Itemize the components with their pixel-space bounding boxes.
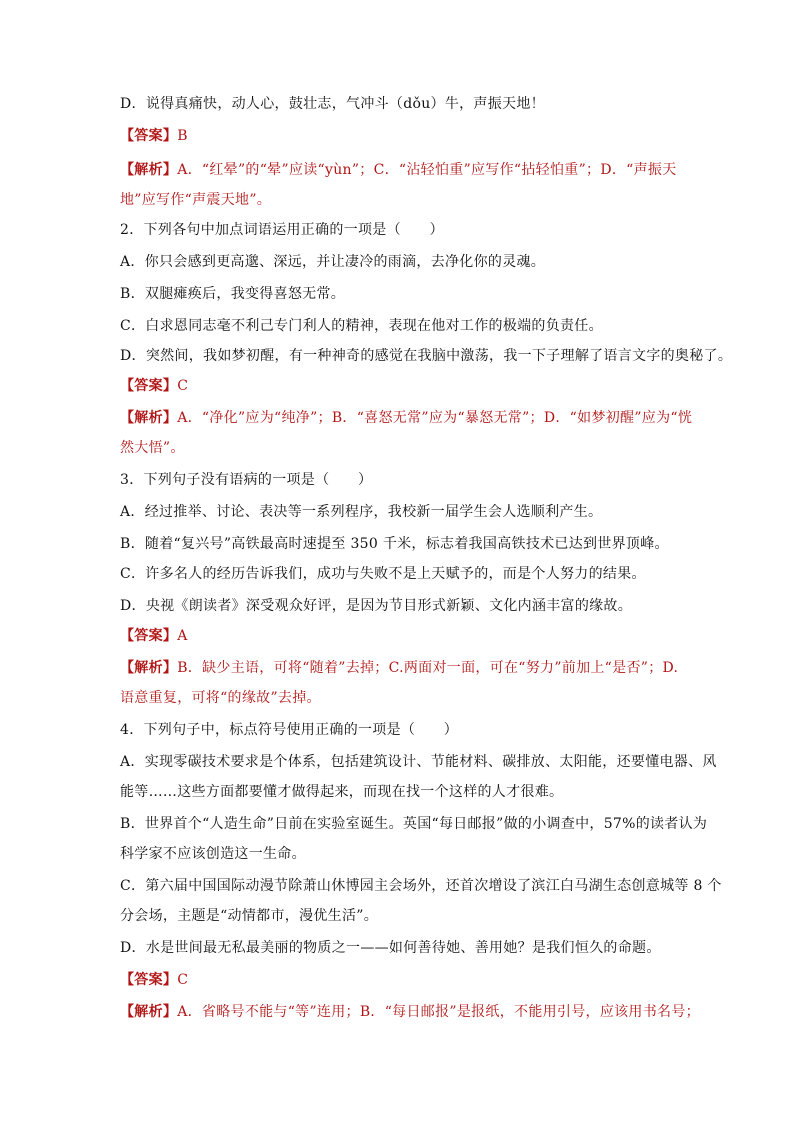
answer-value: A <box>177 628 188 644</box>
question-title <box>120 720 458 740</box>
analysis-text: B．缺少主语，可将“随着”去掉；C.两面对一面，可在“努力”前加上“是否”；D. <box>177 660 679 676</box>
line-text: 分会场，主题是“动情都市，漫优生活”。 <box>120 908 379 924</box>
analysis-continuation <box>120 190 271 210</box>
line-text: D．央视《朗读者》深受观众好评，是因为节目形式新颖、文化内涵丰富的缘故。 <box>120 598 633 614</box>
question-title <box>120 470 372 490</box>
option-line <box>120 94 545 114</box>
answer-tag: 【答案】 <box>120 972 178 988</box>
line-text: B．随着“复兴号”高铁最高时速提至 350 千米，标志着我国高铁技术已达到世界顶峰。 <box>120 536 669 552</box>
line-text: A．你只会感到更高邈、深远，并让凄冷的雨滴，去净化你的灵魂。 <box>120 254 546 270</box>
analysis-continuation <box>120 688 321 708</box>
answer-tag: 【答案】 <box>120 378 178 394</box>
line-text: 然大悟”。 <box>120 440 185 456</box>
line-text: C．许多名人的经历告诉我们，成功与失败不是上天赋予的，而是个人努力的结果。 <box>120 566 646 582</box>
line-text: D．突然间，我如梦初醒，有一种神奇的感觉在我脑中激荡，我一下子理解了语言文字的奥秘了。 <box>120 348 733 364</box>
answer-value: C <box>177 972 189 988</box>
line-text: 语意重复，可将“的缘故”去掉。 <box>120 690 321 706</box>
analysis-tag: 【解析】 <box>120 410 178 426</box>
line-text: B．世界首个“人造生命”日前在实验室诞生。英国“每日邮报”做的小调查中，57%的读者认为 <box>120 816 708 832</box>
line-text: 3．下列句子没有语病的一项是（ ） <box>120 472 373 488</box>
option-line <box>120 502 602 522</box>
line-text: 地”应写作“声震天地”。 <box>120 192 272 208</box>
option-line <box>120 252 545 272</box>
answer-tag: 【答案】 <box>120 128 178 144</box>
option-line <box>120 906 378 926</box>
answer-line <box>120 626 188 646</box>
line-text: A．经过推举、讨论、表决等一系列程序，我校新一届学生会人选顺利产生。 <box>120 504 603 520</box>
line-text: B．双腿瘫痪后，我变得喜怒无常。 <box>120 286 346 302</box>
option-line <box>120 596 632 616</box>
option-line <box>120 938 661 958</box>
line-text: D．说得真痛快，动人心，鼓壮志，气冲斗（dǒu）牛，声振天地！ <box>120 96 545 112</box>
answer-tag: 【答案】 <box>120 628 178 644</box>
analysis-tag: 【解析】 <box>120 1004 178 1020</box>
analysis-continuation <box>120 438 185 458</box>
analysis-text: A．“红晕”的“晕”应读“yùn”；C．“沾轻怕重”应写作“拈轻怕重”；D．“声振天 <box>177 162 677 178</box>
analysis-text: A．“净化”应为“纯净”；B．“喜怒无常”应为“暴怒无常”；D．“如梦初醒”应为“恍 <box>177 410 693 426</box>
analysis-line <box>120 658 678 678</box>
line-text: D．水是世间最无私最美丽的物质之一——如何善待她、善用她？是我们恒久的命题。 <box>120 940 661 956</box>
option-line <box>120 316 603 336</box>
option-line <box>120 284 345 304</box>
line-text: 2．下列各句中加点词语运用正确的一项是（ ） <box>120 222 444 238</box>
question-title <box>120 220 444 240</box>
option-line <box>120 752 717 772</box>
option-line <box>120 814 707 834</box>
line-text: 4．下列句子中，标点符号使用正确的一项是（ ） <box>120 722 459 738</box>
answer-line <box>120 970 188 990</box>
option-line <box>120 534 669 554</box>
answer-value: C <box>177 378 189 394</box>
analysis-line <box>120 1002 700 1022</box>
answer-line <box>120 126 188 146</box>
answer-value: B <box>177 128 188 144</box>
option-line <box>120 876 722 896</box>
option-line <box>120 346 732 366</box>
line-text: A．实现零碳技术要求是个体系，包括建筑设计、节能材料、碳排放、太阳能，还要懂电器、风 <box>120 754 717 770</box>
analysis-tag: 【解析】 <box>120 162 178 178</box>
analysis-text: A．省略号不能与“等”连用；B．“每日邮报”是报纸，不能用引号，应该用书名号； <box>177 1004 700 1020</box>
analysis-line <box>120 160 677 180</box>
option-line <box>120 564 646 584</box>
answer-line <box>120 376 188 396</box>
line-text: C．第六届中国国际动漫节除萧山休博园主会场外，还首次增设了滨江白马湖生态创意城等 8 个 <box>120 878 722 894</box>
analysis-line <box>120 408 692 428</box>
option-line <box>120 844 306 864</box>
line-text: C．白求恩同志毫不利己专门利人的精神，表现在他对工作的极端的负责任。 <box>120 318 603 334</box>
option-line <box>120 782 563 802</box>
line-text: 能等……这些方面都要懂才做得起来，而现在找一个这样的人才很难。 <box>120 784 564 800</box>
analysis-tag: 【解析】 <box>120 660 178 676</box>
line-text: 科学家不应该创造这一生命。 <box>120 846 306 862</box>
